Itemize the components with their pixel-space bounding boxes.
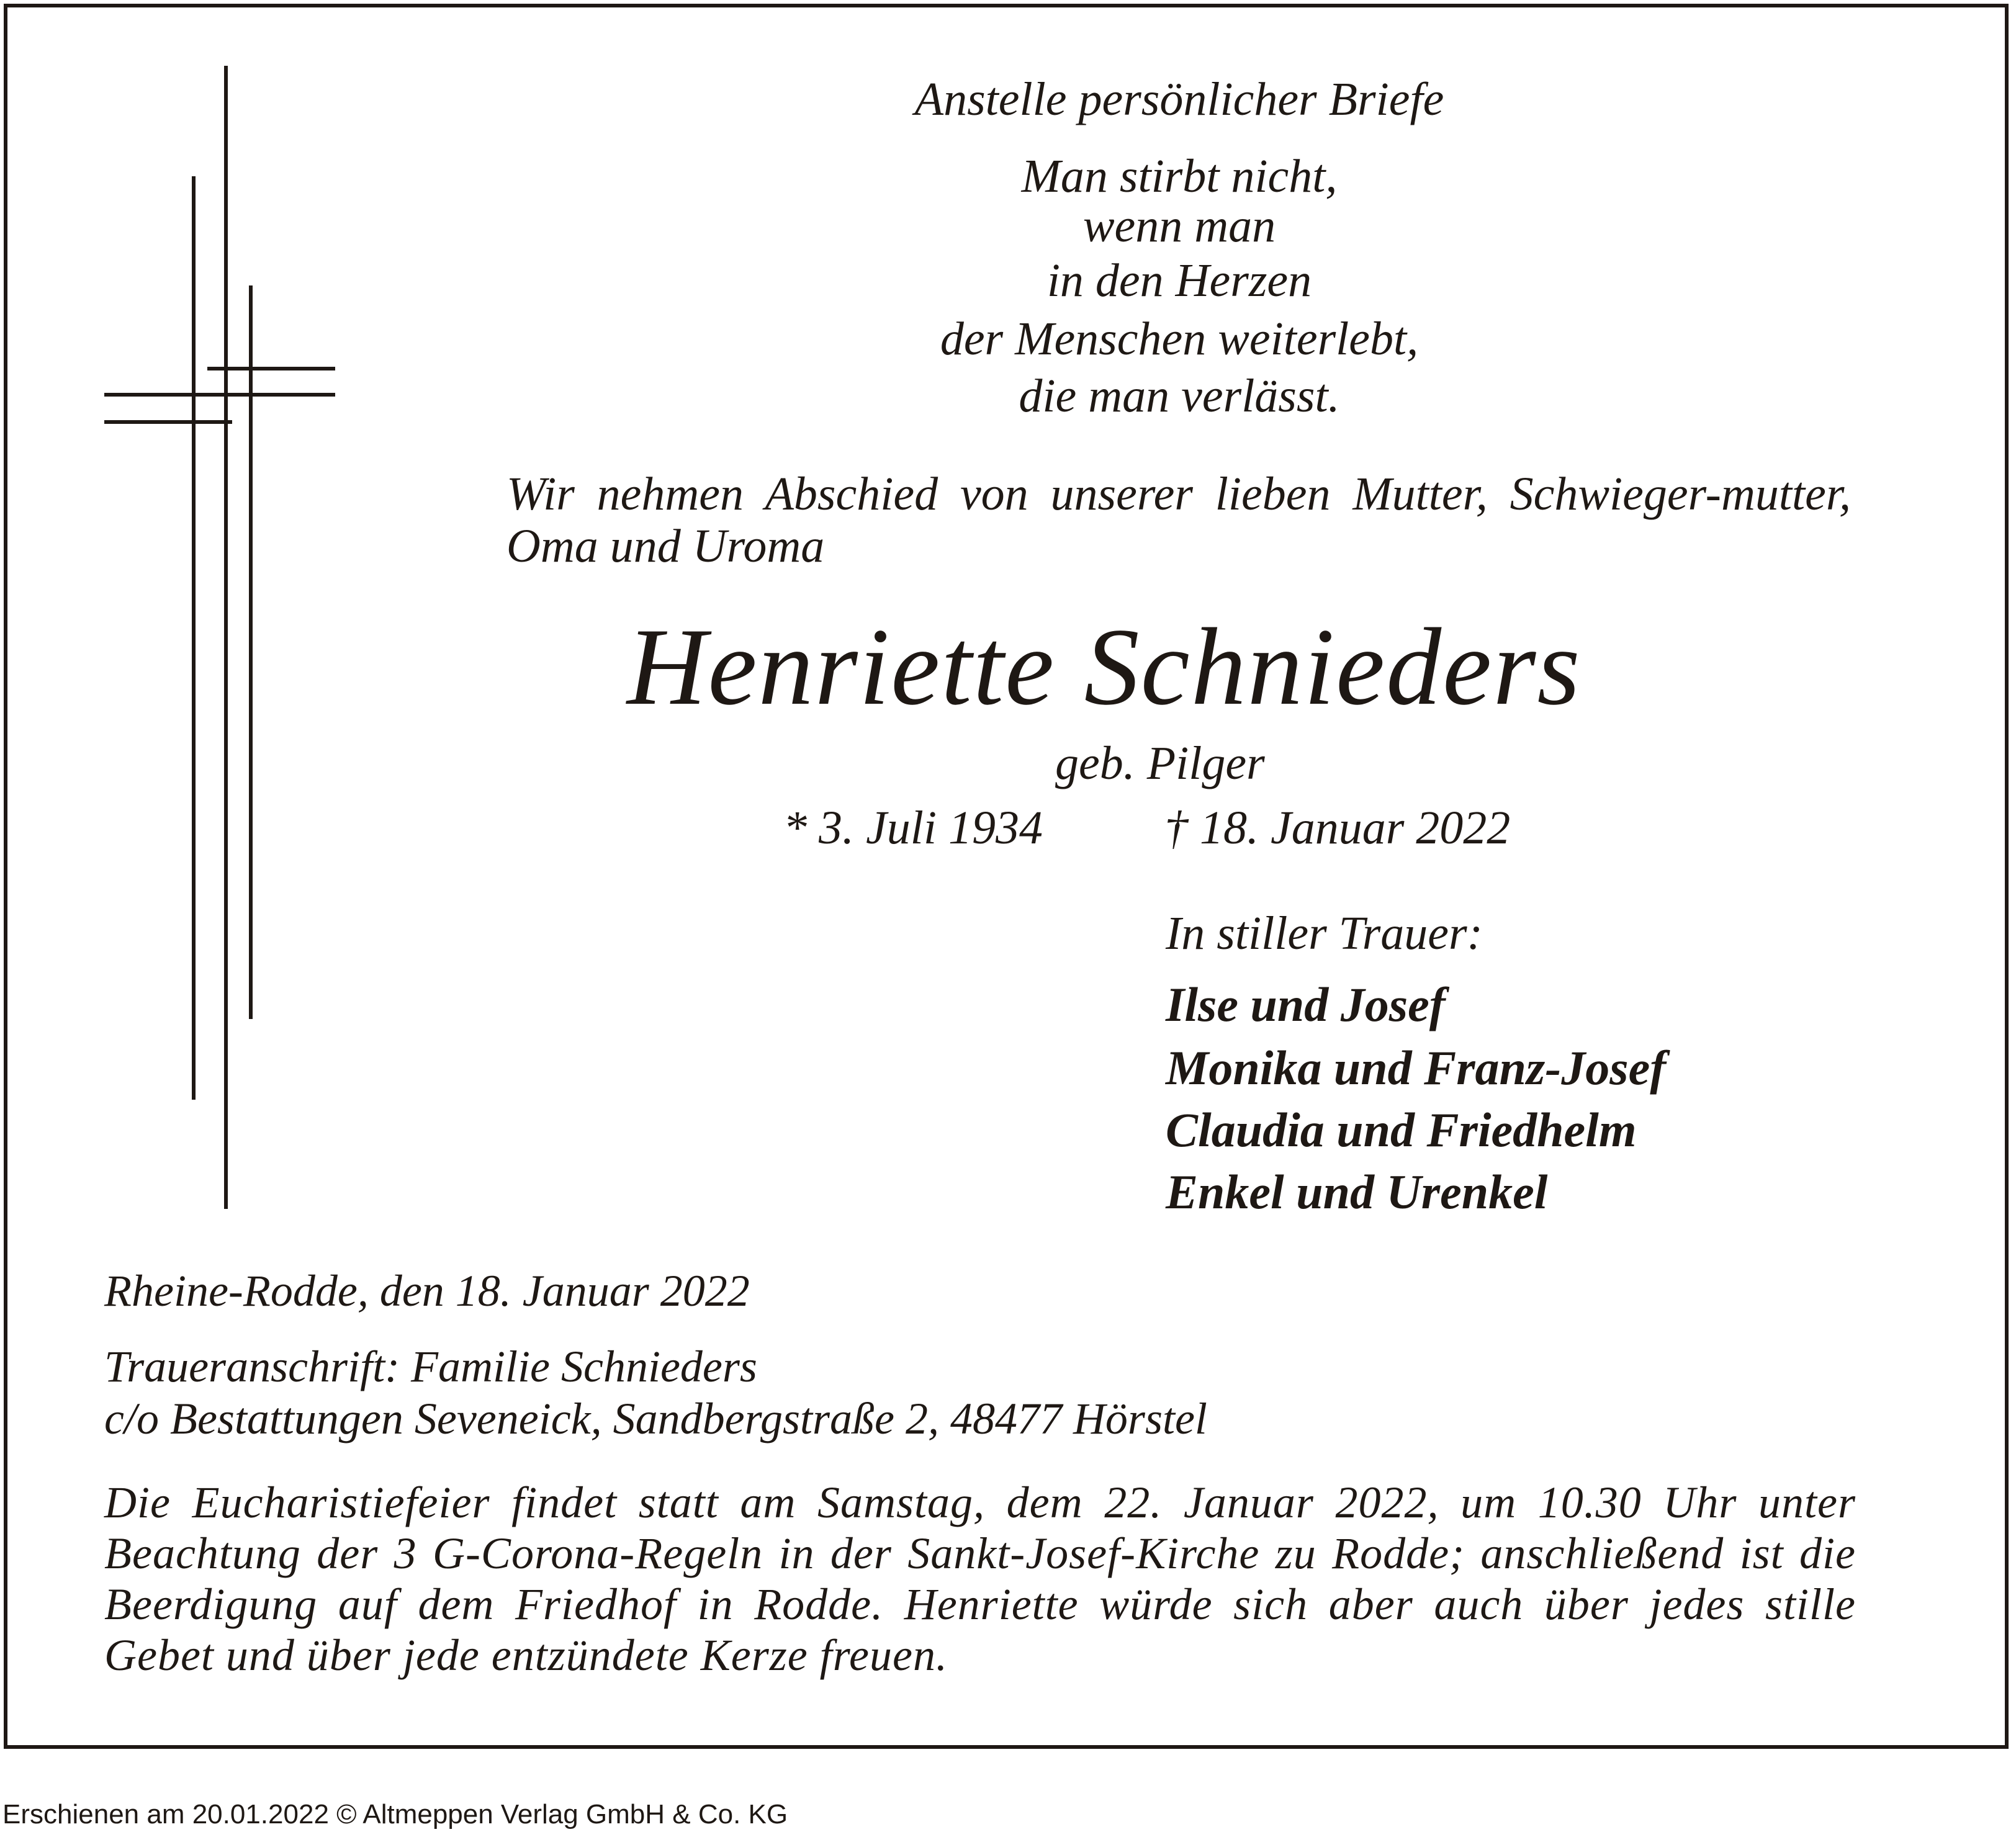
poem-line: die man verlässt. (1019, 370, 1340, 422)
poem-line: der Menschen weiterlebt, (940, 313, 1419, 365)
poem-line: in den Herzen (1046, 254, 1312, 307)
header-text: Anstelle persönlicher Briefe (914, 73, 1444, 125)
mourner-line: Monika und Franz-Josef (1166, 1041, 1667, 1095)
publication-footer: Erschienen am 20.01.2022 © Altmeppen Verlag GmbH & Co. KG (2, 1799, 788, 1830)
poem-line: wenn man (1082, 200, 1276, 252)
mourner-line: Enkel und Urenkel (1166, 1165, 1548, 1219)
place-date: Rheine-Rodde, den 18. Januar 2022 (104, 1266, 750, 1316)
cross-icon (0, 0, 372, 1241)
service-text: Die Eucharistiefeier findet statt am Samstag, dem 22. Januar 2022, um 10.30 Uhr unter Beachtung der 3 G-Corona-Regeln in der Sankt-Josef-Kirche zu Rodde; anschließend ist die Beerdigung auf dem Friedhof in Rodde. Henriette würde sich aber auch über jedes stille Gebet und über jede entzündete Kerze freuen. (104, 1478, 1856, 1680)
birth-date: * 3. Juli 1934 (783, 802, 1043, 854)
death-date: † 18. Januar 2022 (1164, 802, 1511, 854)
poem-line: Man stirbt nicht, (1021, 150, 1338, 202)
mourner-line: Claudia und Friedhelm (1166, 1103, 1637, 1157)
address-line: Traueranschrift: Familie Schnieders (104, 1342, 757, 1391)
deceased-name: Henriette Schnieders (627, 605, 1582, 728)
mourner-line: Ilse und Josef (1166, 977, 1446, 1031)
address-line: c/o Bestattungen Seveneick, Sandbergstraße 2, 48477 Hörstel (104, 1394, 1207, 1444)
birth-name: geb. Pilger (1055, 737, 1265, 789)
mourning-label: In stiller Trauer: (1166, 907, 1483, 959)
intro-text: Wir nehmen Abschied von unserer lieben Mutter, Schwieger-mutter, Oma und Uroma (506, 468, 1851, 572)
